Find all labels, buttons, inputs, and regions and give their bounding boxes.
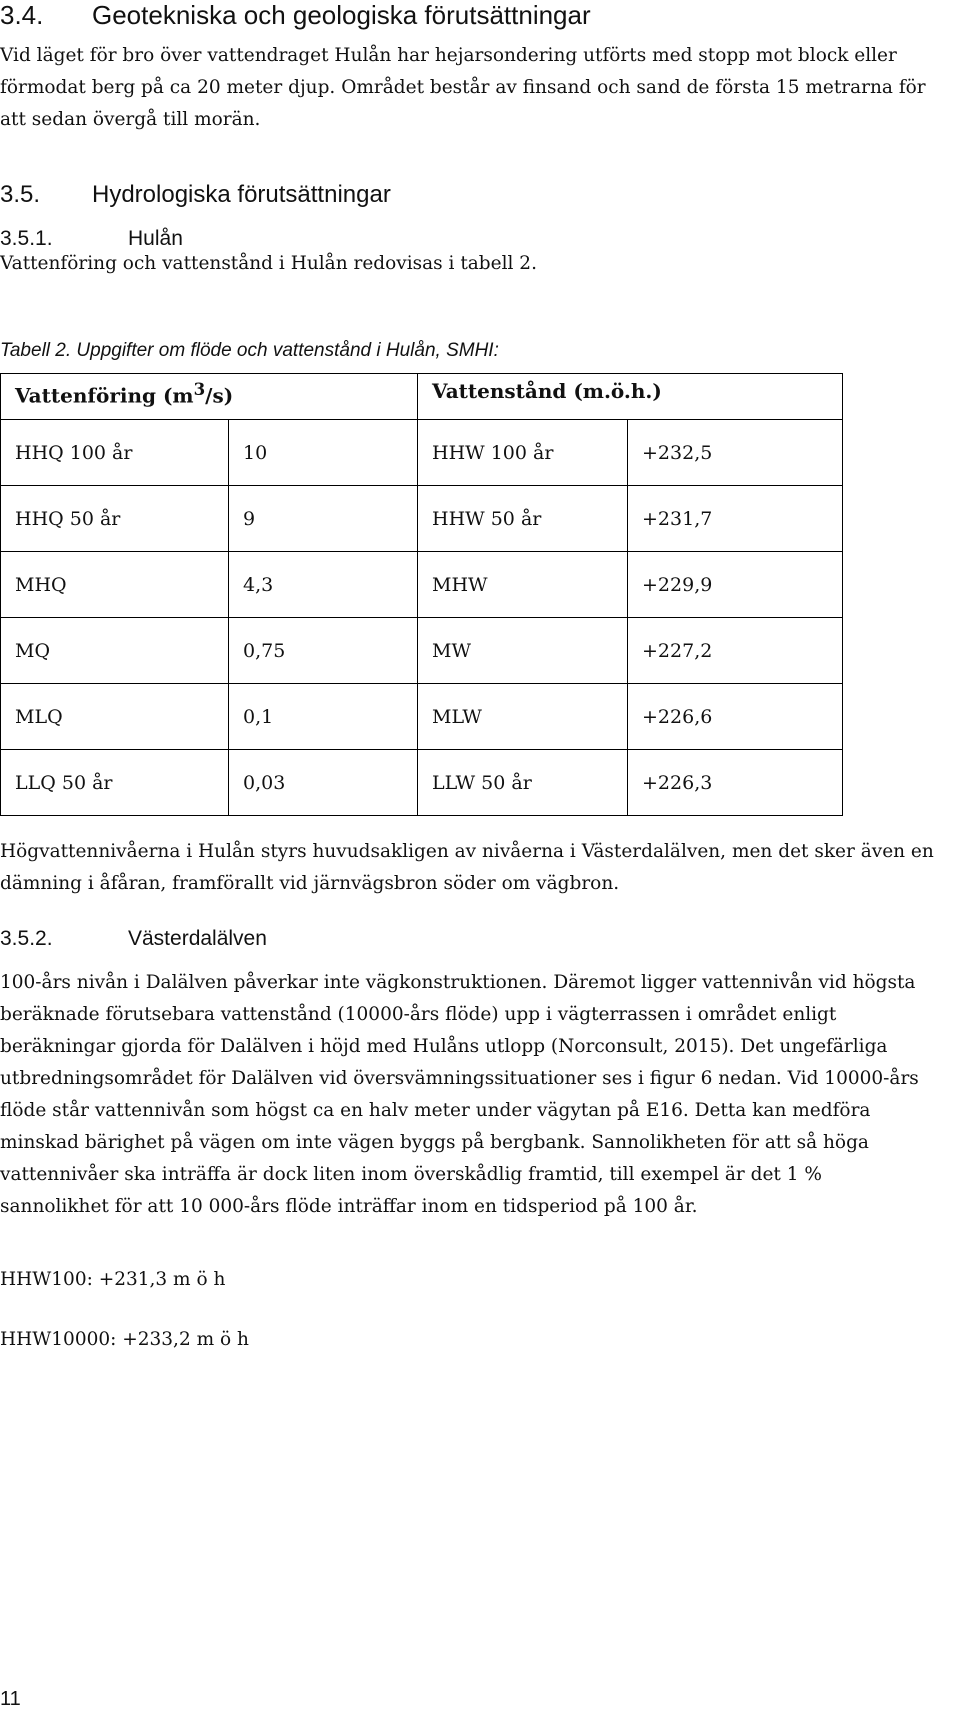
level-value-cell: +229,9 — [628, 552, 843, 618]
level-value-cell: +232,5 — [628, 420, 843, 486]
level-name-cell: HHW 50 år — [418, 486, 628, 552]
heading-number: 3.5. — [0, 181, 41, 208]
hhw100-value: HHW100: +231,3 m ö h — [0, 1269, 226, 1290]
flow-name-cell: HHQ 50 år — [1, 486, 229, 552]
flow-name-cell: MLQ — [1, 684, 229, 750]
flow-name-cell: HHQ 100 år — [1, 420, 229, 486]
heading-title: Hydrologiska förutsättningar — [92, 181, 391, 208]
flow-value-cell: 4,3 — [229, 552, 418, 618]
flow-name-cell: MQ — [1, 618, 229, 684]
flow-value-cell: 9 — [229, 486, 418, 552]
table-caption: Tabell 2. Uppgifter om flöde och vattenstånd i Hulån, SMHI: — [0, 340, 499, 361]
flow-name-cell: MHQ — [1, 552, 229, 618]
level-name-cell: HHW 100 år — [418, 420, 628, 486]
level-value-cell: +231,7 — [628, 486, 843, 552]
header-flow-text: Vattenföring (m — [15, 383, 194, 408]
flow-value-cell: 0,03 — [229, 750, 418, 816]
paragraph-vasterdalalven: 100-års nivån i Dalälven påverkar inte vägkonstruktionen. Däremot ligger vattennivån vid högsta beräknade förutsebara vattenstånd (10000-års flöde) upp i vägterrassen i området enligt beräkningar gjorda för Dalälven i höjd med Hulåns utlopp (Norconsult, 2015). Det ungefärliga utbredningsområdet för Dalälven vid översvämningssituationer ses i figur 6 nedan. Vid 10000-års flöde står vattennivån som högst ca en halv meter under vägytan på E16. Detta kan medföra minskad bärighet på vägen om inte vägen byggs på bergbank. Sannolikheten för att så höga vattennivåer ska inträffa är dock liten inom överskådlig framtid, till exempel är det 1 % sannolikhet för att 10 000-års flöde inträffar inom en tidsperiod på 100 år. — [0, 972, 919, 1217]
paragraph-hulan: Vattenföring och vattenstånd i Hulån redovisas i tabell 2. — [0, 253, 537, 274]
page-number: 11 — [0, 1688, 21, 1710]
header-flow — [1, 374, 418, 420]
flow-value-cell: 10 — [229, 420, 418, 486]
level-value-cell: +227,2 — [628, 618, 843, 684]
table-row — [1, 684, 843, 750]
heading-title: Hulån — [128, 227, 183, 250]
header-flow-unit: /s) — [205, 383, 234, 408]
level-name-cell: MLW — [418, 684, 628, 750]
level-name-cell: LLW 50 år — [418, 750, 628, 816]
heading-number: 3.4. — [0, 0, 44, 30]
heading-number: 3.5.1. — [0, 227, 53, 250]
hhw10000-value: HHW10000: +233,2 m ö h — [0, 1329, 249, 1350]
level-name-cell: MHW — [418, 552, 628, 618]
table-row — [1, 750, 843, 816]
heading-3-5 — [0, 181, 391, 209]
heading-title: Västerdalälven — [128, 927, 267, 950]
flow-name-cell: LLQ 50 år — [1, 750, 229, 816]
paragraph-high-water: Högvattennivåerna i Hulån styrs huvudsakligen av nivåerna i Västerdalälven, men det sker även en dämning i åfåran, framförallt vid järnvägsbron söder om vägbron. — [0, 841, 934, 894]
header-level: Vattenstånd (m.ö.h.) — [418, 374, 843, 420]
heading-3-4 — [0, 0, 591, 31]
table-header-row — [1, 374, 843, 420]
level-name-cell: MW — [418, 618, 628, 684]
heading-title: Geotekniska och geologiska förutsättningar — [92, 0, 591, 30]
level-value-cell: +226,3 — [628, 750, 843, 816]
table-row — [1, 486, 843, 552]
flow-value-cell: 0,1 — [229, 684, 418, 750]
table-row — [1, 420, 843, 486]
table-row — [1, 618, 843, 684]
heading-number: 3.5.2. — [0, 927, 53, 950]
flow-value-cell: 0,75 — [229, 618, 418, 684]
flow-level-table — [0, 373, 843, 816]
paragraph-geotechnical: Vid läget för bro över vattendraget Hulån har hejarsondering utförts med stopp mot block eller förmodat berg på ca 20 meter djup. Området består av finsand och sand de första 15 metrarna för att sedan övergå till morän. — [0, 45, 926, 130]
table-row — [1, 552, 843, 618]
heading-3-5-2 — [0, 927, 267, 951]
header-flow-sup: 3 — [193, 379, 206, 399]
level-value-cell: +226,6 — [628, 684, 843, 750]
